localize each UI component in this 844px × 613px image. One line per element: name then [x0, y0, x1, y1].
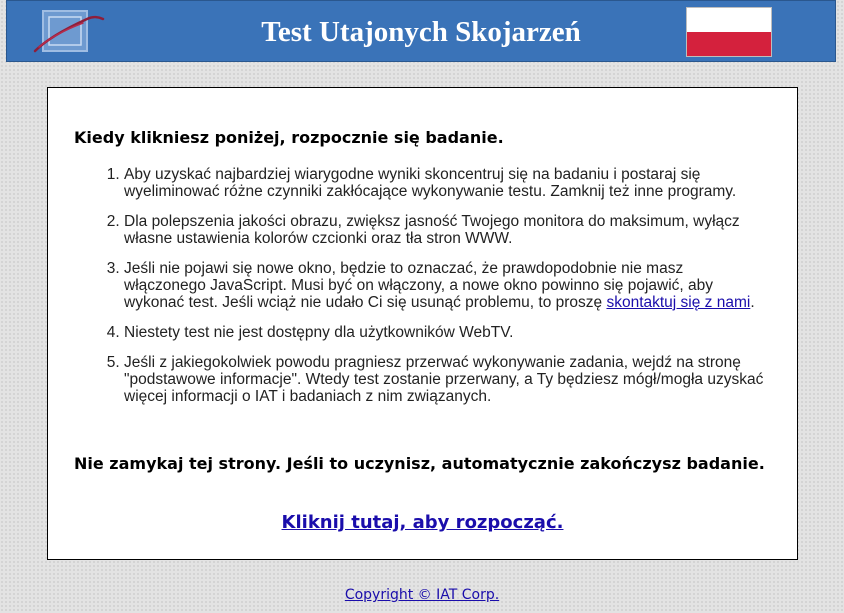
list-item — [124, 324, 764, 341]
step-text: Jeśli nie pojawi się nowe okno, będzie to oznaczać, że prawdopodobnie nie masz włączonego JavaScript. Musi być on włączony, a nowe okno powinno się pojawić, aby wykonać test. Jeśli wciąż nie udało Ci się usunąć problemu, to proszę — [124, 260, 714, 311]
step-text: Aby uzyskać najbardziej wiarygodne wyniki skoncentruj się na badaniu i postaraj się wyeliminować różne czynniki zakłócające wykonywanie testu. Zamknij też inne programy. — [124, 166, 737, 200]
poland-flag-icon — [686, 7, 772, 57]
intro-text: Kiedy klikniesz poniżej, rozpocznie się badanie. — [74, 128, 504, 147]
footer — [0, 586, 844, 604]
step-text: Niestety test nie jest dostępny dla użytkowników WebTV. — [124, 324, 514, 341]
step-text: Jeśli z jakiegokolwiek powodu pragniesz przerwać wykonywanie zadania, wejdź na stronę "podstawowe informacje". Wtedy test zostanie przerwany, a Ty będziesz mógł/mogła uzyskać więcej informacji o IAT i badaniach z nim związanych. — [124, 354, 764, 405]
step-text-end: . — [750, 294, 755, 311]
contact-link[interactable]: skontaktuj się z nami — [606, 294, 751, 311]
list-item — [124, 213, 764, 247]
copyright-link[interactable]: Copyright © IAT Corp. — [344, 587, 500, 603]
list-item — [124, 166, 764, 200]
start-test-link[interactable]: Kliknij tutaj, aby rozpocząć. — [281, 512, 564, 533]
page-title: Test Utajonych Skojarzeń — [261, 16, 581, 48]
step-text: Dla polepszenia jakości obrazu, zwiększ jasność Twojego monitora do maksimum, wyłącz własne ustawienia kolorów czcionki oraz tła stron WWW. — [124, 213, 740, 247]
list-item — [124, 354, 764, 405]
instructions-list — [98, 166, 764, 418]
instructions-panel — [47, 87, 798, 560]
start-link-container — [48, 512, 797, 534]
list-item — [124, 260, 764, 311]
page-header — [6, 0, 836, 62]
warning-text: Nie zamykaj tej strony. Jeśli to uczynisz, automatycznie zakończysz badanie. — [74, 454, 765, 473]
